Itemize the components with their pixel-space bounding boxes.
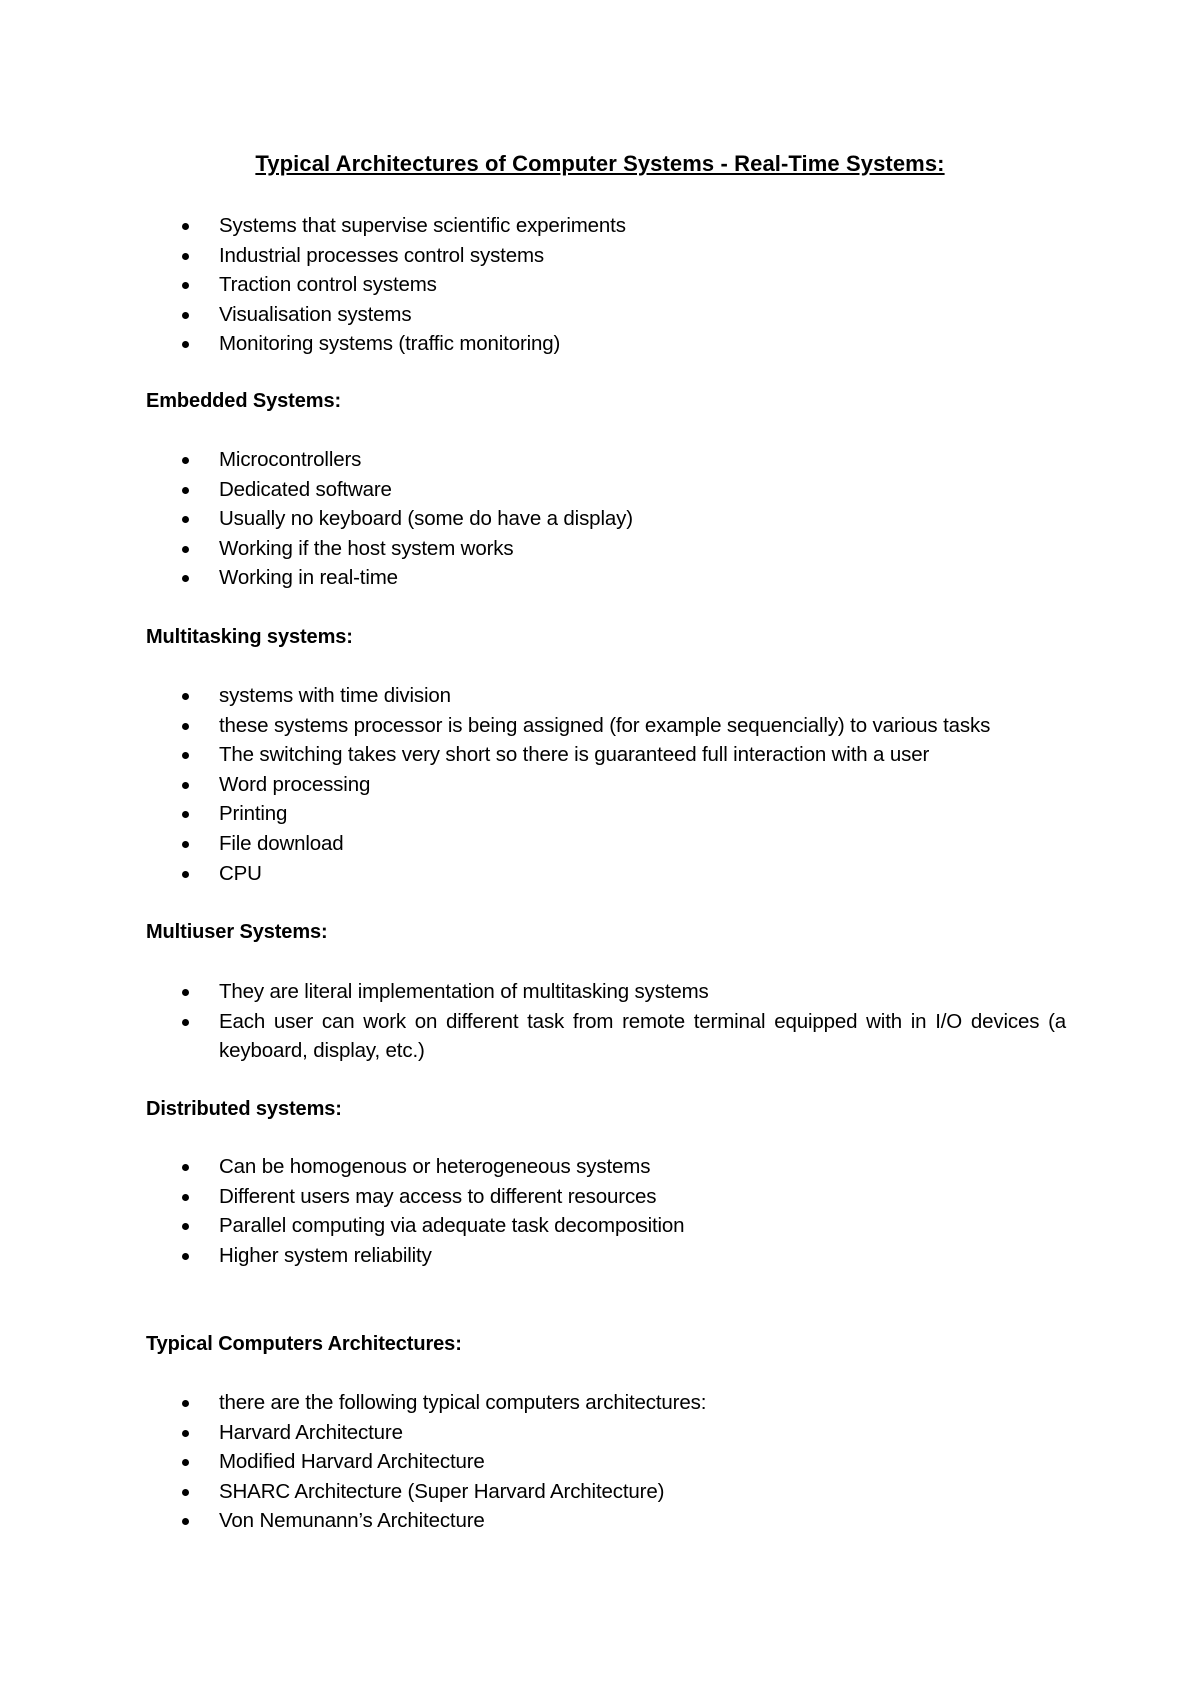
bullet-icon: [182, 841, 189, 848]
list-item: Systems that supervise scientific experiments: [146, 211, 1066, 241]
section-heading: Distributed systems:: [146, 1098, 342, 1120]
bullet-icon: [182, 1518, 189, 1525]
list-item: Each user can work on different task from remote terminal equipped with in I/O devices (a keyboard, display, etc.): [146, 1007, 1066, 1066]
bullet-icon: [182, 575, 189, 582]
bullet-icon: [182, 811, 189, 818]
bullet-icon: [182, 752, 189, 759]
bullet-icon: [182, 1253, 189, 1260]
list-item: Industrial processes control systems: [146, 241, 1066, 271]
bullet-icon: [182, 282, 189, 289]
list-item: Von Nemunann’s Architecture: [146, 1506, 1066, 1536]
list-item: Can be homogenous or heterogeneous systems: [146, 1152, 1066, 1182]
list-item: Parallel computing via adequate task decomposition: [146, 1211, 1066, 1241]
list-item: Word processing: [146, 770, 1066, 800]
section-heading: Embedded Systems:: [146, 390, 342, 412]
embedded-list: [146, 445, 1066, 593]
bullet-icon: [182, 1164, 189, 1171]
section-heading: Typical Computers Architectures:: [146, 1333, 462, 1355]
list-item: Visualisation systems: [146, 300, 1066, 330]
bullet-icon: [182, 1223, 189, 1230]
list-item: these systems processor is being assigned (for example sequencially) to various tasks: [146, 711, 1066, 741]
list-item: The switching takes very short so there is guaranteed full interaction with a user: [146, 740, 1066, 770]
distributed-list: [146, 1152, 1066, 1270]
multiuser-list: [146, 977, 1066, 1066]
list-item: Different users may access to different resources: [146, 1182, 1066, 1212]
list-item: Printing: [146, 799, 1066, 829]
bullet-icon: [182, 1459, 189, 1466]
list-item: Microcontrollers: [146, 445, 1066, 475]
list-item: systems with time division: [146, 681, 1066, 711]
multitasking-list-block: [146, 681, 1066, 888]
embedded-list-block: [146, 445, 1066, 593]
list-item: Working if the host system works: [146, 534, 1066, 564]
list-item: File download: [146, 829, 1066, 859]
list-item: Traction control systems: [146, 270, 1066, 300]
bullet-icon: [182, 989, 189, 996]
section-heading: Multitasking systems:: [146, 626, 353, 648]
page-title: Typical Architectures of Computer Systems - Real-Time Systems:: [255, 151, 945, 176]
bullet-icon: [182, 546, 189, 553]
list-item: CPU: [146, 859, 1066, 889]
multitasking-list: [146, 681, 1066, 888]
bullet-icon: [182, 487, 189, 494]
list-item: Working in real-time: [146, 563, 1066, 593]
list-item: Harvard Architecture: [146, 1418, 1066, 1448]
distributed-section: [146, 1094, 1066, 1124]
bullet-icon: [182, 1194, 189, 1201]
architectures-section: [146, 1329, 1066, 1359]
bullet-icon: [182, 223, 189, 230]
list-item: They are literal implementation of multitasking systems: [146, 977, 1066, 1007]
bullet-icon: [182, 341, 189, 348]
section-heading: Multiuser Systems:: [146, 921, 328, 943]
multitasking-section: [146, 622, 1066, 652]
list-item: Usually no keyboard (some do have a display): [146, 504, 1066, 534]
realtime-list: [146, 211, 1066, 359]
bullet-icon: [182, 312, 189, 319]
embedded-section: [146, 386, 1066, 416]
bullet-icon: [182, 1019, 189, 1026]
bullet-icon: [182, 723, 189, 730]
bullet-icon: [182, 782, 189, 789]
bullet-icon: [182, 693, 189, 700]
list-item: Higher system reliability: [146, 1241, 1066, 1271]
bullet-icon: [182, 1489, 189, 1496]
list-item: Modified Harvard Architecture: [146, 1447, 1066, 1477]
bullet-icon: [182, 457, 189, 464]
list-item: Monitoring systems (traffic monitoring): [146, 329, 1066, 359]
multiuser-list-block: [146, 977, 1066, 1066]
distributed-list-block: [146, 1152, 1066, 1270]
bullet-icon: [182, 1430, 189, 1437]
list-item: there are the following typical computers architectures:: [146, 1388, 1066, 1418]
bullet-icon: [182, 516, 189, 523]
architectures-list: [146, 1388, 1066, 1536]
architectures-list-block: [146, 1388, 1066, 1536]
bullet-icon: [182, 1400, 189, 1407]
bullet-icon: [182, 253, 189, 260]
multiuser-section: [146, 917, 1066, 947]
realtime-section: [146, 211, 1066, 359]
bullet-icon: [182, 871, 189, 878]
list-item: Dedicated software: [146, 475, 1066, 505]
list-item: SHARC Architecture (Super Harvard Architecture): [146, 1477, 1066, 1507]
